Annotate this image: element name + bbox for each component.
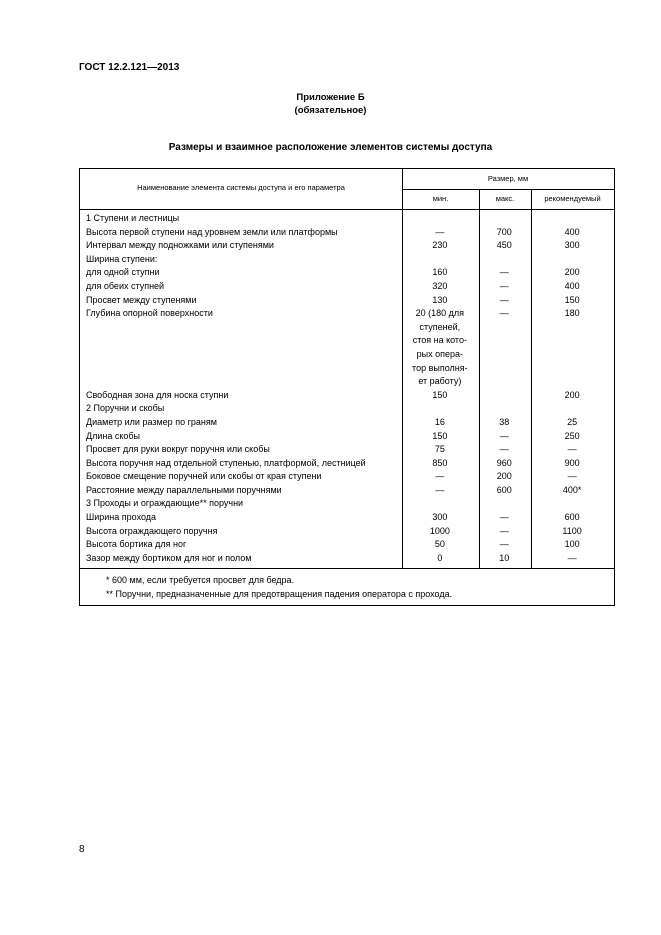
column-header-name: Наименование элемента системы доступа и его параметра: [137, 183, 345, 192]
table-row: [80, 266, 614, 280]
cell-max: —: [499, 267, 509, 278]
cell-recommended: 200: [564, 389, 580, 400]
column-header-recommended: рекомендуемый: [544, 194, 601, 203]
cell-recommended: 180: [564, 308, 580, 319]
table-row: [80, 280, 614, 294]
table-body: [80, 210, 614, 568]
table-row: [80, 212, 614, 226]
cell-max: —: [499, 280, 509, 291]
cell-max: 10: [499, 552, 510, 563]
cell-recommended: 400: [564, 226, 580, 237]
table-row: [80, 470, 614, 484]
cell-min: —: [435, 471, 445, 482]
cell-min: [401, 497, 478, 511]
cell-recommended: —: [567, 552, 577, 563]
cell-max: 960: [496, 457, 512, 468]
cell-recommended: 100: [564, 539, 580, 550]
cell-min: 150: [432, 389, 448, 400]
cell-recommended: 1100: [562, 525, 582, 536]
cell-max: —: [499, 430, 509, 441]
cell-min: 1000: [429, 525, 450, 536]
header-divider: [402, 189, 614, 190]
cell-min: 850: [432, 457, 448, 468]
cell-name: Зазор между бортиком для ног и полом: [86, 552, 252, 563]
cell-recommended: 600: [564, 512, 580, 523]
cell-recommended: [530, 253, 614, 267]
cell-name: 2 Поручни и скобы: [86, 403, 165, 414]
table-row: [80, 443, 614, 457]
cell-max: —: [499, 444, 509, 455]
page-number: 8: [79, 844, 85, 855]
table-row: [80, 226, 614, 240]
cell-max: —: [499, 539, 509, 550]
cell-name: Свободная зона для носка ступни: [86, 389, 229, 400]
appendix-subtitle: (обязательное): [294, 105, 367, 116]
cell-max: 450: [496, 240, 512, 251]
table-row: [80, 294, 614, 308]
column-header-max: макс.: [495, 194, 515, 203]
cell-recommended: —: [567, 444, 577, 455]
cell-name: Высота первой ступени над уровнем земли или платформы: [86, 226, 338, 237]
cell-recommended: 300: [564, 240, 580, 251]
table-row: [80, 253, 614, 267]
dimensions-table: [79, 168, 615, 606]
cell-name: Боковое смещение поручней или скобы от края ступени: [86, 471, 322, 482]
cell-max: [478, 402, 530, 416]
cell-min: 130: [432, 294, 448, 305]
cell-min: 160: [432, 267, 448, 278]
cell-max: 200: [496, 471, 512, 482]
column-header-size: Размер, мм: [487, 174, 529, 183]
column-divider: [402, 210, 403, 568]
cell-min: 230: [432, 240, 448, 251]
cell-name: 1 Ступени и лестницы: [86, 213, 180, 223]
cell-min: 20 (180 для ступеней, стоя на кото- рых опера- тор выполня- ет работу): [412, 308, 468, 387]
cell-recommended: [530, 497, 614, 511]
cell-name: Интервал между подножками или ступенями: [86, 240, 274, 251]
cell-min: [401, 212, 478, 226]
cell-recommended: 250: [564, 430, 580, 441]
cell-name: Ширина ступени:: [86, 253, 158, 264]
cell-max: 600: [496, 484, 512, 495]
cell-max: —: [499, 294, 509, 305]
cell-name: Просвет между ступенями: [86, 294, 197, 305]
document-code: ГОСТ 12.2.121—2013: [79, 62, 180, 73]
cell-name: Просвет для руки вокруг поручня или скобы: [86, 444, 270, 455]
cell-min: 320: [432, 280, 448, 291]
cell-recommended: [530, 402, 614, 416]
cell-name: Диаметр или размер по граням: [86, 416, 217, 427]
cell-recommended: —: [567, 471, 577, 482]
cell-max: —: [499, 512, 509, 523]
footnote: ** Поручни, предназначенные для предотвращения падения оператора с прохода.: [106, 588, 453, 599]
cell-name: для одной ступни: [86, 267, 160, 278]
cell-max: —: [499, 525, 509, 536]
table-row: [80, 307, 614, 389]
cell-name: Ширина прохода: [86, 512, 157, 523]
table-row: [80, 511, 614, 525]
footnote: * 600 мм, если требуется просвет для бедра.: [106, 575, 295, 586]
cell-max: [478, 389, 530, 403]
appendix-title: Приложение Б: [296, 92, 365, 103]
cell-name: Расстояние между параллельными поручнями: [86, 484, 282, 495]
table-row: [80, 538, 614, 552]
cell-recommended: 150: [564, 294, 580, 305]
cell-name: 3 Проходы и ограждающие** поручни: [86, 498, 244, 509]
column-header-min: мин.: [432, 194, 449, 203]
table-row: [80, 484, 614, 498]
cell-min: 0: [437, 552, 443, 563]
cell-max: —: [499, 308, 509, 319]
cell-min: —: [435, 226, 445, 237]
table-title: Размеры и взаимное расположение элементов системы доступа: [168, 142, 493, 153]
cell-recommended: 25: [567, 416, 578, 427]
cell-recommended: [530, 212, 614, 226]
table-row: [80, 239, 614, 253]
cell-min: [401, 402, 478, 416]
table-row: [80, 430, 614, 444]
table-row: [80, 389, 614, 403]
table-row: [80, 525, 614, 539]
cell-name: Высота ограждающего поручня: [86, 525, 218, 536]
cell-max: [478, 253, 530, 267]
table-header: [80, 169, 614, 210]
cell-max: 700: [496, 226, 512, 237]
cell-min: 300: [432, 512, 448, 523]
cell-recommended: 200: [564, 267, 580, 278]
cell-min: 50: [434, 539, 445, 550]
cell-recommended: 900: [564, 457, 580, 468]
cell-name: Высота бортика для ног: [86, 539, 187, 550]
cell-name: для обеих ступней: [86, 280, 165, 291]
cell-min: —: [435, 484, 445, 495]
table-footnotes: [80, 568, 614, 605]
cell-max: [478, 212, 530, 226]
cell-min: [401, 253, 478, 267]
column-divider: [531, 210, 532, 568]
table-row: [80, 416, 614, 430]
cell-name: Глубина опорной поверхности: [86, 308, 213, 319]
column-divider: [531, 189, 532, 209]
table-row: [80, 402, 614, 416]
cell-recommended: 400*: [562, 484, 582, 495]
column-divider: [479, 189, 480, 209]
cell-max: [478, 497, 530, 511]
cell-name: Длина скобы: [86, 430, 141, 441]
column-divider: [402, 169, 403, 209]
table-row: [80, 457, 614, 471]
cell-min: 16: [434, 416, 445, 427]
table-row: [80, 497, 614, 511]
cell-name: Высота поручня над отдельной ступенью, платформой, лестницей: [86, 457, 366, 468]
column-divider: [479, 210, 480, 568]
cell-min: 150: [432, 430, 448, 441]
cell-max: 38: [499, 416, 510, 427]
table-row: [80, 552, 614, 566]
cell-recommended: 400: [564, 280, 580, 291]
cell-min: 75: [434, 444, 445, 455]
